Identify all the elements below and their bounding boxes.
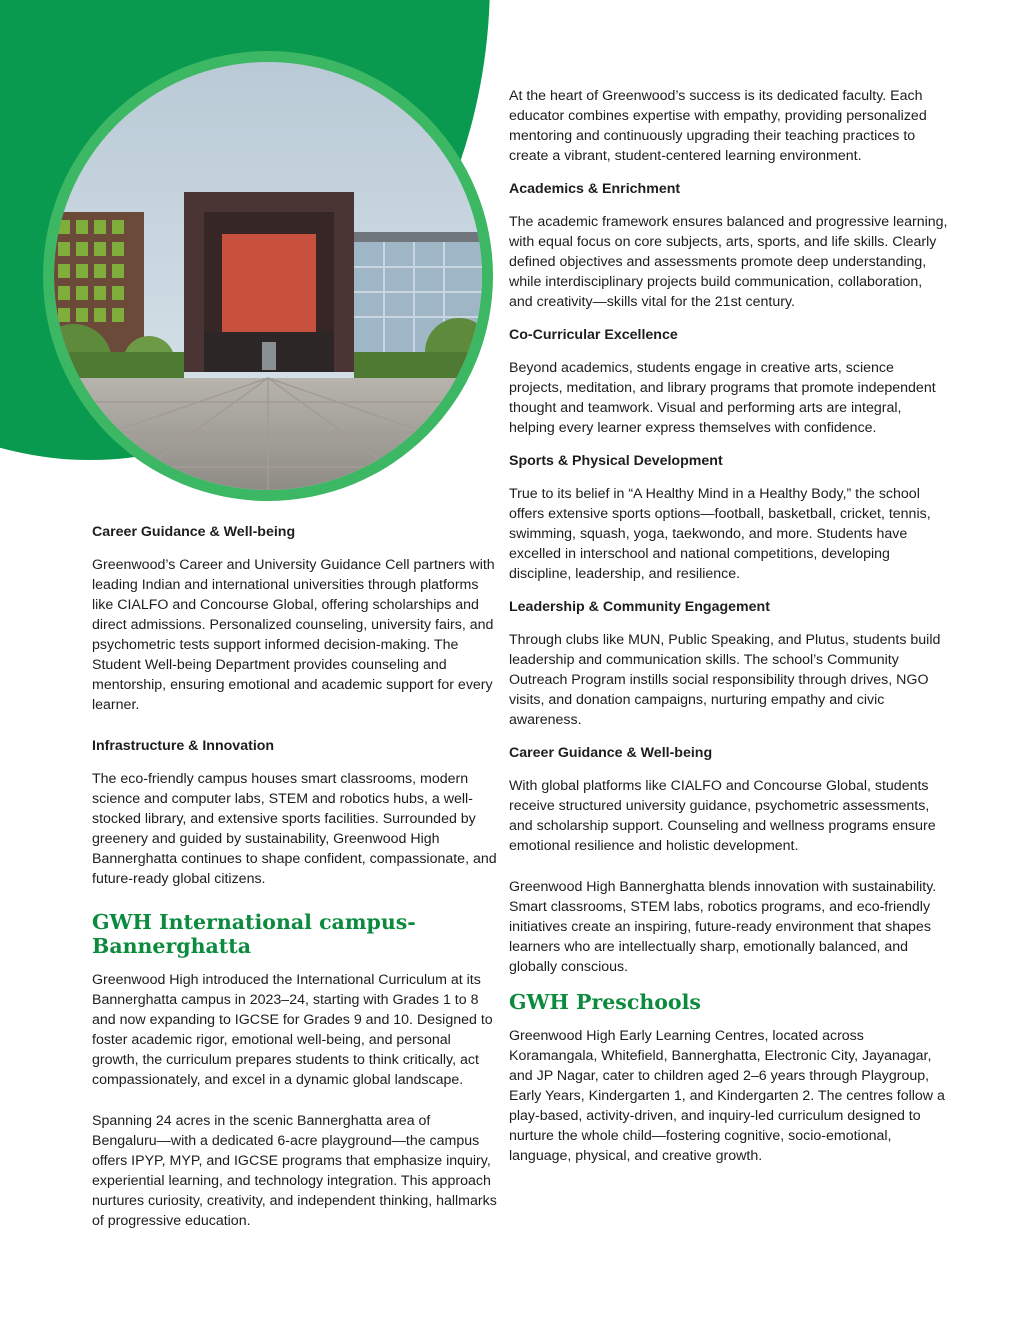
sports-heading: Sports & Physical Development <box>509 453 723 469</box>
international-campus-heading: GWH International campus-Bannerghatta <box>92 910 416 958</box>
academics-heading: Academics & Enrichment <box>509 181 681 197</box>
career-guidance-heading: Career Guidance & Well-being <box>92 524 296 540</box>
leadership-text: Through clubs like MUN, Public Speaking, and Plutus, students build leadership and communication skills. The school’s Community Outreach Program instills social responsibility through drives, NGO visits, and donation campaigns, nurturing empathy and civic awareness. <box>509 632 941 728</box>
sports-text: True to its belief in “A Healthy Mind in a Healthy Body,” the school offers extensive sports options—football, basketball, cricket, tennis, swimming, squash, yoga, taekwondo, and more. Students have excelled in interschool and national competitions, developing discipline, leadership, and resilience. <box>509 486 931 582</box>
career-guidance-text: Greenwood’s Career and University Guidance Cell partners with leading Indian and international universities through platforms like CIALFO and Concourse Global, offering scholarships and direct admissions. Personalized counseling, university fairs, and psychometric tests support informed decision-making. The Student Well-being Department provides counseling and mentorship, ensuring emotional and academic support for every learner. <box>92 557 495 713</box>
career-wellbeing-heading: Career Guidance & Well-being <box>509 745 713 761</box>
innovation-text: Greenwood High Bannerghatta blends innovation with sustainability. Smart classrooms, STEM labs, robotics programs, and eco-friendly initiatives create an inspiring, future-ready environment that shapes learners who are intellectually sharp, emotionally balanced, and globally conscious. <box>509 879 937 975</box>
right-column <box>509 86 949 1179</box>
infrastructure-heading: Infrastructure & Innovation <box>92 738 275 754</box>
leadership-heading: Leadership & Community Engagement <box>509 599 770 615</box>
career-wellbeing-text: With global platforms like CIALFO and Concourse Global, students receive structured university guidance, psychometric assessments, and scholarship support. Counseling and wellness programs ensure emotional resilience and holistic development. <box>509 778 936 854</box>
faculty-text: At the heart of Greenwood’s success is its dedicated faculty. Each educator combines expertise with empathy, providing personalized mentoring and continuously upgrading their teaching practices to create a vibrant, student-centered learning environment. <box>509 88 927 164</box>
cocurricular-text: Beyond academics, students engage in creative arts, science projects, meditation, and library programs that promote independent thought and teamwork. Visual and performing arts are integral, helping every learner express themselves with confidence. <box>509 360 936 436</box>
left-column <box>92 522 497 1244</box>
preschools-heading: GWH Preschools <box>509 990 701 1014</box>
campus-photo <box>54 62 482 490</box>
cocurricular-heading: Co-Curricular Excellence <box>509 327 678 343</box>
campus-photo-illustration <box>54 62 482 490</box>
international-campus-text-2: Spanning 24 acres in the scenic Bannerghatta area of Bengaluru—with a dedicated 6-acre playground—the campus offers IPYP, MYP, and IGCSE programs that emphasize inquiry, experiential learning, and technology integration. This approach nurtures curiosity, creativity, and independent thinking, hallmarks of progressive education. <box>92 1113 497 1229</box>
infrastructure-text: The eco-friendly campus houses smart classrooms, modern science and computer labs, STEM and robotics hubs, a well-stocked library, and extensive sports facilities. Surrounded by greenery and guided by sustainability, Greenwood High Bannerghatta continues to shape confident, compassionate, and future-ready global citizens. <box>92 771 497 887</box>
academics-text: The academic framework ensures balanced and progressive learning, with equal focus on core subjects, arts, sports, and life skills. Clearly defined objectives and assessments promote deep understanding, while interdisciplinary projects build communication, collaboration, and creativity—skills vital for the 21st century. <box>509 214 948 310</box>
preschools-text: Greenwood High Early Learning Centres, located across Koramangala, Whitefield, Bannerghatta, Electronic City, Jayanagar, and JP Nagar, cater to children aged 2–6 years through Playgroup, Early Years, Kindergarten 1, and Kindergarten 2. The centres follow a play-based, activity-driven, and inquiry-led curriculum designed to nurture the whole child—fostering cognitive, socio-emotional, language, physical, and creative growth. <box>509 1028 945 1164</box>
international-campus-text-1: Greenwood High introduced the International Curriculum at its Bannerghatta campus in 2023–24, starting with Grades 1 to 8 and now expanding to IGCSE for Grades 9 and 10. Designed to foster academic rigor, emotional well-being, and personal growth, the curriculum prepares students to think critically, act compassionately, and excel in a dynamic global landscape. <box>92 972 493 1088</box>
